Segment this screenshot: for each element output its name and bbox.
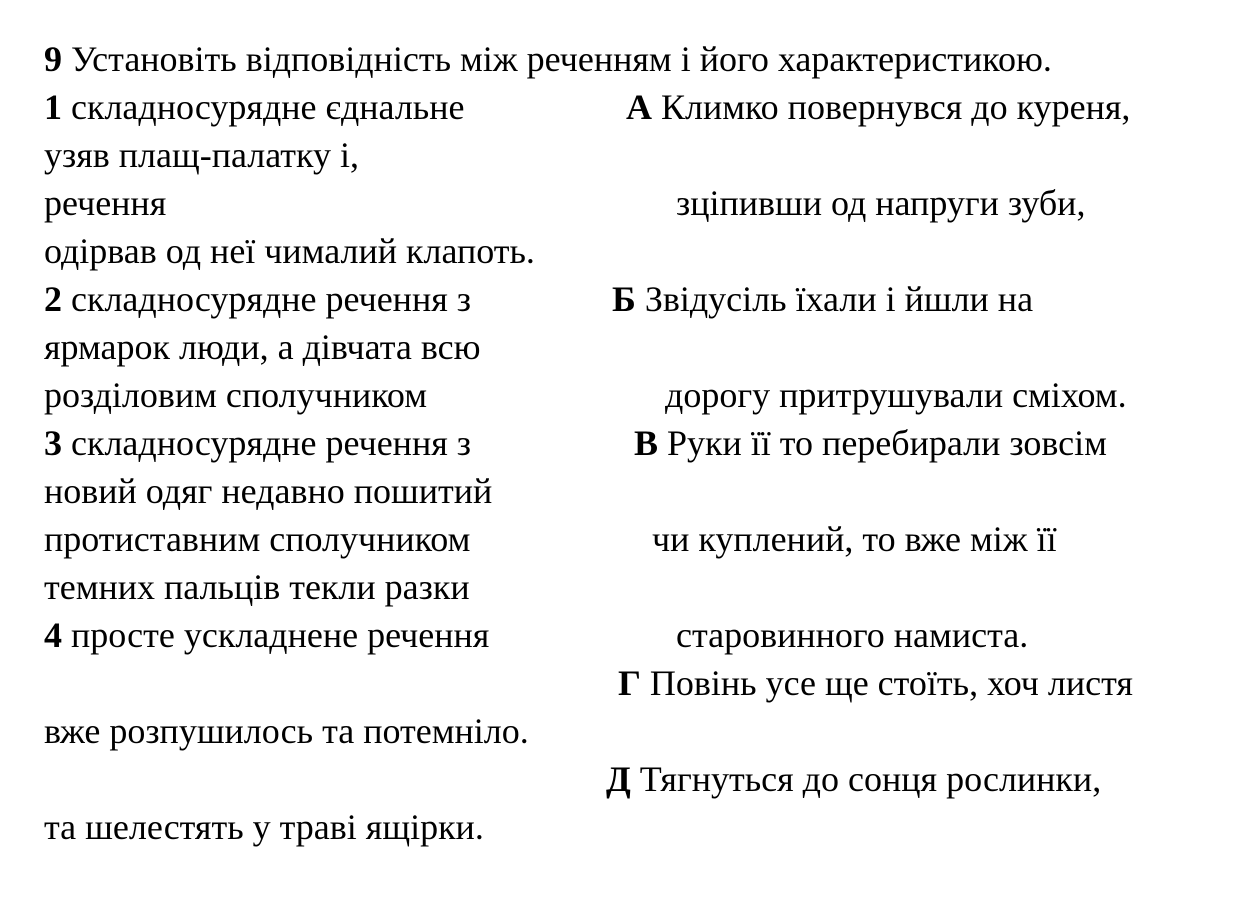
task-number: 9 — [44, 39, 62, 79]
sentence-a-line-2: зціпивши од напруги зуби, — [676, 183, 1086, 223]
characteristic-3-line-1 — [44, 419, 471, 467]
characteristic-text: складносурядне єднальне — [71, 87, 465, 127]
sentence-text: Повінь усе ще стоїть, хоч листя — [649, 663, 1133, 703]
sentence-v-line-3: старовинного намиста. — [676, 615, 1029, 655]
characteristic-text: просте ускладнене речення — [71, 615, 490, 655]
characteristic-1-line-2: речення — [44, 183, 167, 223]
characteristic-text: складносурядне речення з — [71, 423, 471, 463]
task-instruction: Установіть відповідність між реченням і його характеристикою. — [71, 39, 1052, 79]
sentence-d-line-1 — [606, 755, 1101, 803]
sentence-b-line-1 — [612, 275, 1033, 323]
characteristic-number: 2 — [44, 279, 62, 319]
sentence-letter: А — [626, 87, 652, 127]
characteristic-1-line-1 — [44, 83, 464, 131]
sentence-letter: Б — [612, 279, 636, 319]
characteristic-text: складносурядне речення з — [71, 279, 471, 319]
sentence-v-wrap-2: темних пальців текли разки — [44, 567, 470, 607]
sentence-text: Климко повернувся до куреня, — [661, 87, 1131, 127]
sentence-b-wrap-1: ярмарок люди, а дівчата всю — [44, 327, 481, 367]
sentence-v-line-2: чи куплений, то вже між її — [652, 519, 1057, 559]
characteristic-number: 4 — [44, 615, 62, 655]
sentence-text: Тягнуться до сонця рослинки, — [639, 759, 1102, 799]
sentence-g-wrap-1: вже розпушилось та потемніло. — [44, 711, 529, 751]
sentence-letter: В — [634, 423, 659, 463]
sentence-text: Руки її то перебирали зовсім — [667, 423, 1107, 463]
characteristic-2-line-1 — [44, 275, 471, 323]
sentence-d-wrap-1: та шелестять у траві ящірки. — [44, 807, 484, 847]
sentence-a-wrap-2: одірвав од неї чималий клапоть. — [44, 231, 535, 271]
sentence-text: Звідусіль їхали і йшли на — [644, 279, 1034, 319]
sentence-letter: Д — [606, 759, 631, 799]
sentence-letter: Г — [618, 663, 641, 703]
sentence-g-line-1 — [618, 659, 1133, 707]
characteristic-number: 1 — [44, 87, 62, 127]
task-heading — [44, 35, 1052, 83]
sentence-v-wrap-1: новий одяг недавно пошитий — [44, 471, 493, 511]
sentence-v-line-1 — [634, 419, 1107, 467]
characteristic-3-line-2: протиставним сполучником — [44, 519, 471, 559]
characteristic-number: 3 — [44, 423, 62, 463]
sentence-b-line-2: дорогу притрушували сміхом. — [665, 375, 1127, 415]
sentence-a-wrap-1: узяв плащ-палатку і, — [44, 135, 359, 175]
sentence-a-line-1 — [626, 83, 1130, 131]
characteristic-2-line-2: розділовим сполучником — [44, 375, 428, 415]
characteristic-4-line-1 — [44, 611, 489, 659]
